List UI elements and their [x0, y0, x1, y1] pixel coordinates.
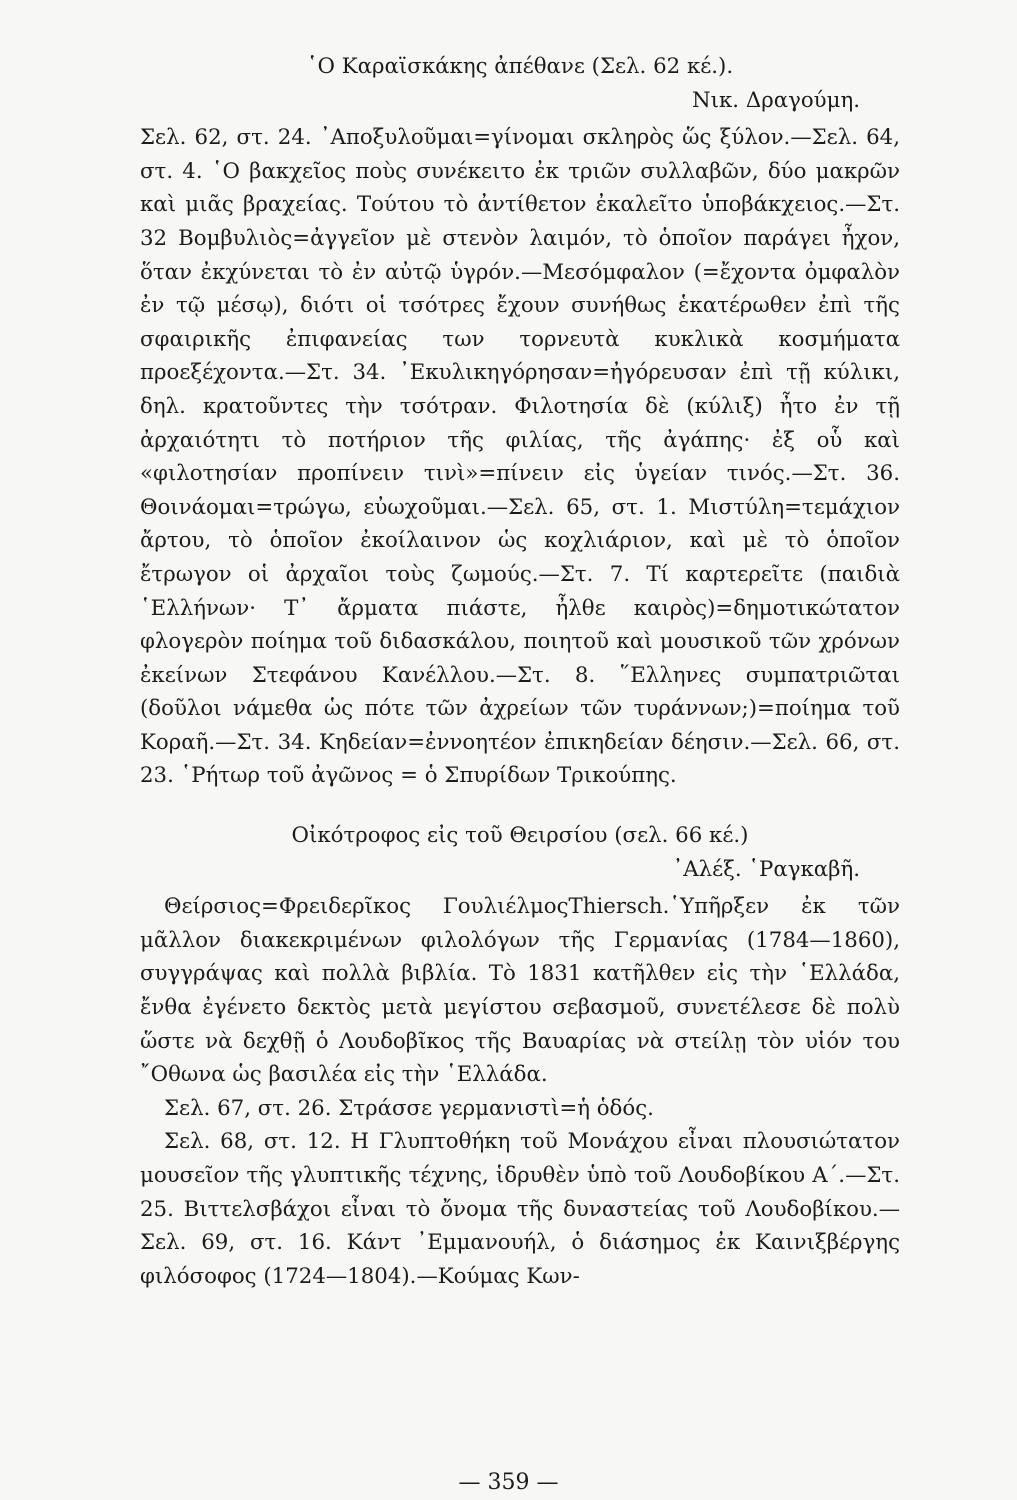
section-title: Οἰκότροφος εἰς τοῦ Θειρσίου (σελ. 66 κέ.): [291, 823, 749, 849]
notes-paragraph: Σελ. 67, στ. 26. Στράσσε γερμανιστὶ=ἡ ὁδός.: [164, 1095, 654, 1121]
notes-paragraph: Θείρσιος=Φρειδερῖκος ΓουλιέλμοςThiersch.῾Υπῆρξεν ἐκ τῶν μᾶλλον διακεκριμένων φιλολόγων τῆς Γερμανίας (1784—1860), συγγράψας καὶ πολλὰ βιβλία. Τὸ 1831 κατῆλθεν εἰς τὴν ῾Ελλάδα, ἔνθα ἐγένετο δεκτὸς μετὰ μεγίστου σεβασμοῦ, συνετέλεσε δὲ πολὺ ὥστε νὰ δεχθῇ ὁ Λουδοβῖκος τῆς Βαυαρίας νὰ στείλῃ τὸν υἱόν του ῎Οθωνα ὡς βασιλέα εἰς τὴν ῾Ελλάδα.: [140, 894, 900, 1088]
page-body: [140, 50, 900, 1293]
notes-paragraph: Σελ. 62, στ. 24. ᾿Αποξυλοῦμαι=γίνομαι σκληρὸς ὥς ξύλον.—Σελ. 64, στ. 4. ῾Ο βακχεῖος ποὺς συνέκειτο ἐκ τριῶν συλλαβῶν, δύο μακρῶν καὶ μιᾶς βραχείας. Τούτου τὸ ἀντίθετον ἐκαλεῖτο ὑποβάκχειος.—Στ. 32 Βομβυλιὸς=ἀγγεῖον μὲ στενὸν λαιμόν, τὸ ὁποῖον παράγει ἦχον, ὅταν ἐκχύνεται τὸ ἐν αὐτῷ ὑγρόν.—Μεσόμφαλον (=ἔχοντα ὀμφαλὸν ἐν τῷ μέσῳ), διότι οἱ τσότρες ἔχουν συνήθως ἑκατέρωθεν ἐπὶ τῆς σφαιρικῆς ἐπιφανείας των τορνευτὰ κυκλικὰ κοσμήματα προεξέχοντα.—Στ. 34. ᾿Εκυλικηγόρησαν=ἠγόρευσαν ἐπὶ τῇ κύλικι, δηλ. κρατοῦντες τὴν τσότραν. Φιλοτησία δὲ (κύλιξ) ἦτο ἐν τῇ ἀρχαιότητι τὸ ποτήριον τῆς φιλίας, τῆς ἀγάπης· ἐξ οὗ καὶ «φιλοτησίαν προπίνειν τινὶ»=πίνειν εἰς ὑγείαν τινός.—Στ. 36. Θοινάομαι=τρώγω, εὐωχοῦμαι.—Σελ. 65, στ. 1. Μιστύλη=τεμάχιον ἄρτου, τὸ ὁποῖον ἐκοίλαινον ὡς κοχλιάριον, καὶ μὲ τὸ ὁποῖον ἔτρωγον οἱ ἀρχαῖοι τοὺς ζωμούς.—Στ. 7. Τί καρτερεῖτε (παιδιὰ ῾Ελλήνων· Τ᾿ ἄρματα πιάστε, ἦλθε καιρὸς)=δημοτικώτατον φλογερὸν ποίημα τοῦ διδασκάλου, ποιητοῦ καὶ μουσικοῦ τῶν χρόνων ἐκείνων Στεφάνου Κανέλλου.—Στ. 8. ῞Ελληνες συμπατριῶται (δοῦλοι νάμεθα ὡς πότε τῶν ἀχρείων τῶν τυράννων;)=ποίημα τοῦ Κοραῆ.—Στ. 34. Κηδείαν=ἐννοητέον ἐπικηδείαν δέησιν.—Σελ. 66, στ. 23. ῾Ρήτωρ τοῦ ἀγῶνος = ὁ Σπυρίδων Τρικούπης.: [140, 125, 900, 789]
section-author: ᾿Αλέξ. ῾Ραγκαβῆ.: [672, 856, 860, 882]
section-author: Νικ. Δραγούμη.: [692, 87, 860, 113]
section-title: ῾Ο Καραϊσκάκης ἀπέθανε (Σελ. 62 κέ.).: [306, 54, 734, 79]
page-number: — 359 —: [458, 1470, 559, 1495]
section-gap: [140, 793, 900, 819]
notes-paragraph: Σελ. 68, στ. 12. Η Γλυπτοθήκη τοῦ Μονάχου εἶναι πλουσιώτατον μουσεῖον τῆς γλυπτικῆς τέχνης, ἱδρυθὲν ὑπὸ τοῦ Λουδοβίκου Α΄.—Στ. 25. Βιττελσβάχοι εἶναι τὸ ὄνομα τῆς δυναστείας τοῦ Λουδοβίκου.—Σελ. 69, στ. 16. Κάντ ᾿Εμμανουήλ, ὁ διάσημος ἐκ Καινιξβέργης φιλόσοφος (1724—1804).—Κούμας Κων-: [140, 1129, 900, 1289]
